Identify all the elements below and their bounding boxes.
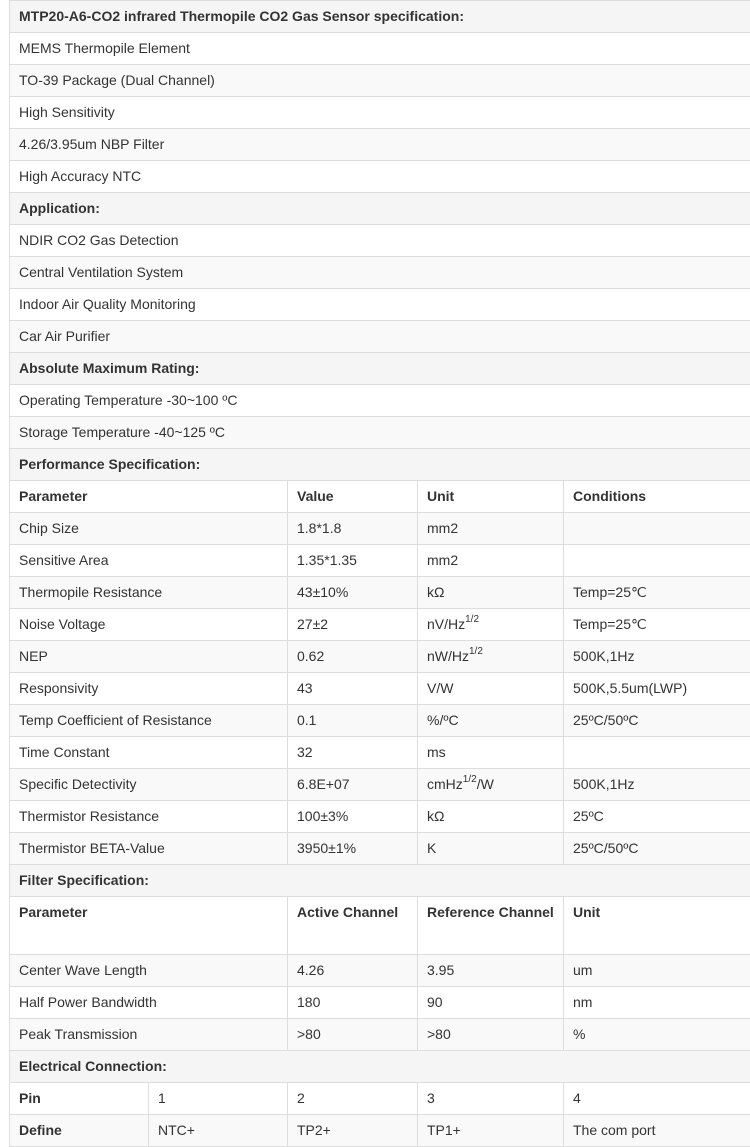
value-cell: 0.1	[288, 705, 418, 737]
feature-item: TO-39 Package (Dual Channel)	[10, 65, 750, 97]
pin-define: TP1+	[418, 1115, 564, 1147]
active-channel-cell: >80	[288, 1019, 418, 1051]
param-cell: Responsivity	[10, 673, 288, 705]
pin-define: TP2+	[288, 1115, 418, 1147]
performance-row	[10, 545, 750, 577]
unit-text: V/W	[427, 680, 453, 696]
value-cell: 32	[288, 737, 418, 769]
feature-row	[10, 33, 750, 65]
pin-number: 1	[149, 1083, 288, 1115]
application-heading: Application:	[10, 193, 750, 225]
spec-table	[9, 0, 750, 1147]
feature-row	[10, 97, 750, 129]
value-cell: 100±3%	[288, 801, 418, 833]
pin-number: 4	[564, 1083, 750, 1115]
pin-label: Pin	[10, 1083, 149, 1115]
filter-row	[10, 955, 750, 987]
unit-cell	[418, 609, 564, 641]
filter-header-row	[10, 897, 750, 955]
feature-row	[10, 129, 750, 161]
filter-row	[10, 987, 750, 1019]
unit-cell	[418, 833, 564, 865]
unit-text: kΩ	[427, 584, 444, 600]
param-cell: Time Constant	[10, 737, 288, 769]
unit-text: cmHz	[427, 776, 463, 792]
column-header: Active Channel	[288, 897, 418, 955]
abs-max-item: Operating Temperature -30~100 ºC	[10, 385, 750, 417]
title-row	[10, 1, 750, 33]
unit-cell	[418, 673, 564, 705]
performance-row	[10, 641, 750, 673]
unit-cell	[418, 513, 564, 545]
performance-row	[10, 705, 750, 737]
filter-row	[10, 1019, 750, 1051]
spec-table-body	[10, 1, 750, 1147]
value-cell: 6.8E+07	[288, 769, 418, 801]
application-row	[10, 321, 750, 353]
abs-max-item: Storage Temperature -40~125 ºC	[10, 417, 750, 449]
value-cell: 27±2	[288, 609, 418, 641]
value-cell: 0.62	[288, 641, 418, 673]
performance-row	[10, 737, 750, 769]
electrical-heading: Electrical Connection:	[10, 1051, 750, 1083]
unit-superscript: 1/2	[465, 614, 479, 625]
condition-cell: Temp=25℃	[564, 577, 750, 609]
condition-cell	[564, 513, 750, 545]
column-header: Unit	[418, 481, 564, 513]
param-cell: Temp Coefficient of Resistance	[10, 705, 288, 737]
column-header: Conditions	[564, 481, 750, 513]
unit-text: mm2	[427, 552, 458, 568]
spec-title: MTP20-A6-CO2 infrared Thermopile CO2 Gas Sensor specification:	[10, 1, 750, 33]
application-item: Car Air Purifier	[10, 321, 750, 353]
condition-cell: 500K,5.5um(LWP)	[564, 673, 750, 705]
condition-cell: 25ºC/50ºC	[564, 705, 750, 737]
condition-cell: 500K,1Hz	[564, 641, 750, 673]
performance-header-row	[10, 481, 750, 513]
feature-item: 4.26/3.95um NBP Filter	[10, 129, 750, 161]
application-row	[10, 225, 750, 257]
pin-row	[10, 1083, 750, 1115]
value-cell: 3950±1%	[288, 833, 418, 865]
unit-cell: nm	[564, 987, 750, 1019]
unit-cell	[418, 801, 564, 833]
unit-text: nW/Hz	[427, 648, 469, 664]
section-row	[10, 449, 750, 481]
condition-cell: 25ºC/50ºC	[564, 833, 750, 865]
unit-suffix: /W	[477, 776, 494, 792]
condition-cell: 500K,1Hz	[564, 769, 750, 801]
unit-superscript: 1/2	[469, 646, 483, 657]
application-item: NDIR CO2 Gas Detection	[10, 225, 750, 257]
unit-cell	[418, 641, 564, 673]
param-cell: Thermistor BETA-Value	[10, 833, 288, 865]
unit-cell	[418, 705, 564, 737]
section-row	[10, 353, 750, 385]
active-channel-cell: 180	[288, 987, 418, 1019]
application-item: Central Ventilation System	[10, 257, 750, 289]
pin-number: 2	[288, 1083, 418, 1115]
feature-row	[10, 161, 750, 193]
feature-item: High Sensitivity	[10, 97, 750, 129]
unit-cell	[418, 545, 564, 577]
value-cell: 1.35*1.35	[288, 545, 418, 577]
reference-channel-cell: 90	[418, 987, 564, 1019]
performance-row	[10, 801, 750, 833]
define-label: Define	[10, 1115, 149, 1147]
performance-row	[10, 769, 750, 801]
param-cell: Noise Voltage	[10, 609, 288, 641]
unit-text: %/ºC	[427, 712, 459, 728]
condition-cell: 25ºC	[564, 801, 750, 833]
condition-cell	[564, 737, 750, 769]
section-row	[10, 865, 750, 897]
unit-superscript: 1/2	[463, 774, 477, 785]
performance-row	[10, 609, 750, 641]
feature-item: MEMS Thermopile Element	[10, 33, 750, 65]
param-cell: Specific Detectivity	[10, 769, 288, 801]
feature-item: High Accuracy NTC	[10, 161, 750, 193]
param-cell: Peak Transmission	[10, 1019, 288, 1051]
pin-number: 3	[418, 1083, 564, 1115]
performance-row	[10, 513, 750, 545]
column-header: Parameter	[10, 897, 288, 955]
column-header: Unit	[564, 897, 750, 955]
unit-cell: %	[564, 1019, 750, 1051]
param-cell: Sensitive Area	[10, 545, 288, 577]
unit-text: mm2	[427, 520, 458, 536]
param-cell: NEP	[10, 641, 288, 673]
unit-text: K	[427, 840, 436, 856]
column-header: Reference Channel	[418, 897, 564, 955]
performance-row	[10, 673, 750, 705]
abs-max-row	[10, 385, 750, 417]
feature-row	[10, 65, 750, 97]
reference-channel-cell: 3.95	[418, 955, 564, 987]
param-cell: Thermopile Resistance	[10, 577, 288, 609]
unit-cell	[418, 769, 564, 801]
column-header: Parameter	[10, 481, 288, 513]
condition-cell	[564, 545, 750, 577]
value-cell: 43	[288, 673, 418, 705]
performance-row	[10, 833, 750, 865]
unit-cell	[418, 577, 564, 609]
pin-define: NTC+	[149, 1115, 288, 1147]
reference-channel-cell: >80	[418, 1019, 564, 1051]
section-row	[10, 193, 750, 225]
condition-cell: Temp=25℃	[564, 609, 750, 641]
unit-text: kΩ	[427, 808, 444, 824]
value-cell: 43±10%	[288, 577, 418, 609]
param-cell: Chip Size	[10, 513, 288, 545]
param-cell: Half Power Bandwidth	[10, 987, 288, 1019]
unit-cell	[418, 737, 564, 769]
column-header: Value	[288, 481, 418, 513]
unit-text: nV/Hz	[427, 616, 465, 632]
param-cell: Center Wave Length	[10, 955, 288, 987]
unit-text: ms	[427, 744, 446, 760]
performance-heading: Performance Specification:	[10, 449, 750, 481]
section-row	[10, 1051, 750, 1083]
abs-max-heading: Absolute Maximum Rating:	[10, 353, 750, 385]
pin-define: The com port	[564, 1115, 750, 1147]
application-row	[10, 257, 750, 289]
param-cell: Thermistor Resistance	[10, 801, 288, 833]
unit-cell: um	[564, 955, 750, 987]
abs-max-row	[10, 417, 750, 449]
active-channel-cell: 4.26	[288, 955, 418, 987]
filter-heading: Filter Specification:	[10, 865, 750, 897]
performance-row	[10, 577, 750, 609]
application-row	[10, 289, 750, 321]
value-cell: 1.8*1.8	[288, 513, 418, 545]
application-item: Indoor Air Quality Monitoring	[10, 289, 750, 321]
